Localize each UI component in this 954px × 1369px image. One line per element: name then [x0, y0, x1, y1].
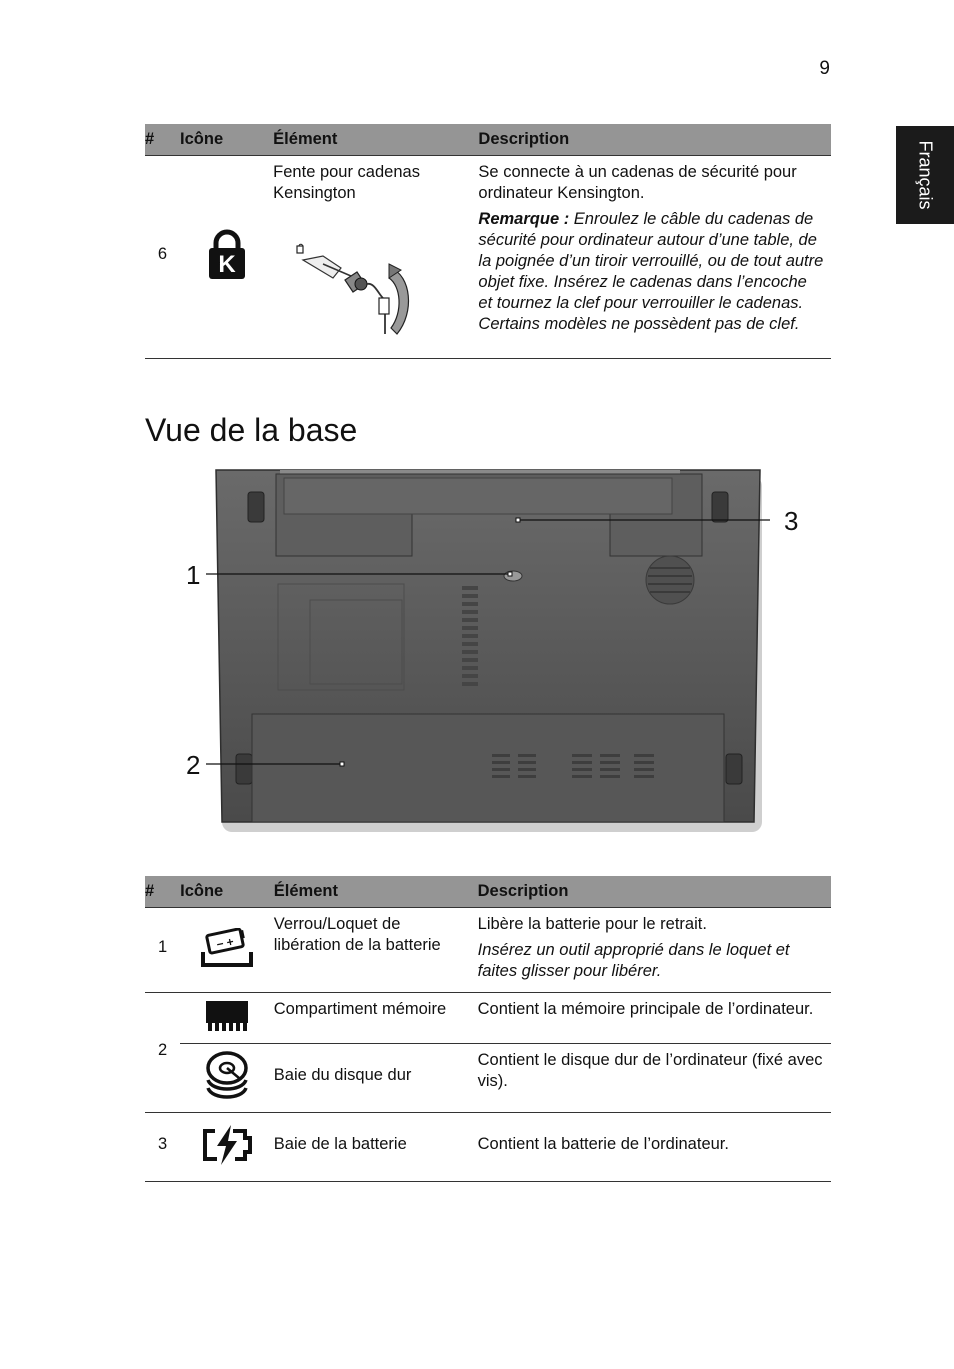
row-element: Verrou/Loquet de libération de la batterie — [274, 908, 478, 993]
table-header-row — [145, 876, 831, 908]
callout-3: 3 — [784, 506, 799, 536]
hard-disk-icon — [180, 1043, 274, 1112]
table-row — [145, 908, 831, 993]
row-num: 6 — [145, 156, 180, 359]
row-description: Contient le disque dur de l’ordinateur (fixé avec vis). — [478, 1043, 831, 1112]
header-description: Description — [478, 124, 831, 156]
laptop-base-figure — [180, 464, 810, 834]
svg-text:− +: − + — [215, 934, 235, 952]
battery-bay-icon — [180, 1112, 274, 1181]
header-num: # — [145, 124, 180, 156]
row-element: Compartiment mémoire — [274, 992, 478, 1043]
description-note: Insérez un outil approprié dans le loquet et faites glisser pour libérer. — [477, 940, 790, 980]
row-element: Baie du disque dur — [274, 1043, 478, 1112]
note-text: Enroulez le câble du cadenas de sécurité pour ordinateur autour d’une table, de la poignée d’un tiroir verrouillé, ou de tout autre objet fixe. Insérez le cadenas dans l’encoche et tournez la clef pour verrouiller le cadenas. Certains modèles ne possèdent pas de clef. — [478, 209, 824, 333]
header-element: Élément — [273, 124, 478, 156]
note-label: Remarque : — [478, 209, 570, 228]
row-description — [478, 156, 831, 359]
table-row — [145, 992, 831, 1043]
table-header-row — [145, 124, 831, 156]
table-row — [145, 1112, 831, 1181]
callout-1: 1 — [186, 560, 201, 590]
row-description: Contient la mémoire principale de l’ordinateur. — [478, 992, 831, 1043]
section-title: Vue de la base — [145, 412, 358, 448]
table-row — [145, 156, 831, 359]
row-description: Contient la batterie de l’ordinateur. — [478, 1112, 831, 1181]
row-element: Baie de la batterie — [274, 1112, 478, 1181]
table-row — [145, 1043, 831, 1112]
battery-release-latch-icon — [180, 908, 274, 993]
row-description — [478, 908, 831, 993]
element-label: Fente pour cadenas Kensington — [273, 163, 420, 202]
kensington-illustration — [273, 242, 470, 348]
svg-text:K: K — [217, 250, 236, 278]
header-icon: Icône — [180, 124, 273, 156]
header-num: # — [145, 876, 180, 908]
callout-2: 2 — [186, 750, 201, 780]
description-text: Se connecte à un cadenas de sécurité pour ordinateur Kensington. — [478, 163, 797, 202]
kensington-lock-icon — [180, 156, 273, 359]
row-element — [273, 156, 478, 359]
language-tab-label: Français — [915, 140, 936, 210]
header-description: Description — [478, 876, 831, 908]
description-text: Libère la batterie pour le retrait. — [477, 915, 707, 933]
row-num: 3 — [145, 1112, 180, 1181]
row-num: 1 — [145, 908, 180, 993]
description-note — [478, 209, 825, 335]
base-table — [145, 876, 831, 1182]
header-element: Élément — [274, 876, 478, 908]
kensington-table — [145, 124, 831, 359]
header-icon: Icône — [180, 876, 274, 908]
language-tab — [896, 126, 954, 224]
row-num: 2 — [145, 992, 180, 1112]
page-number: 9 — [819, 58, 830, 79]
memory-icon — [180, 992, 274, 1043]
